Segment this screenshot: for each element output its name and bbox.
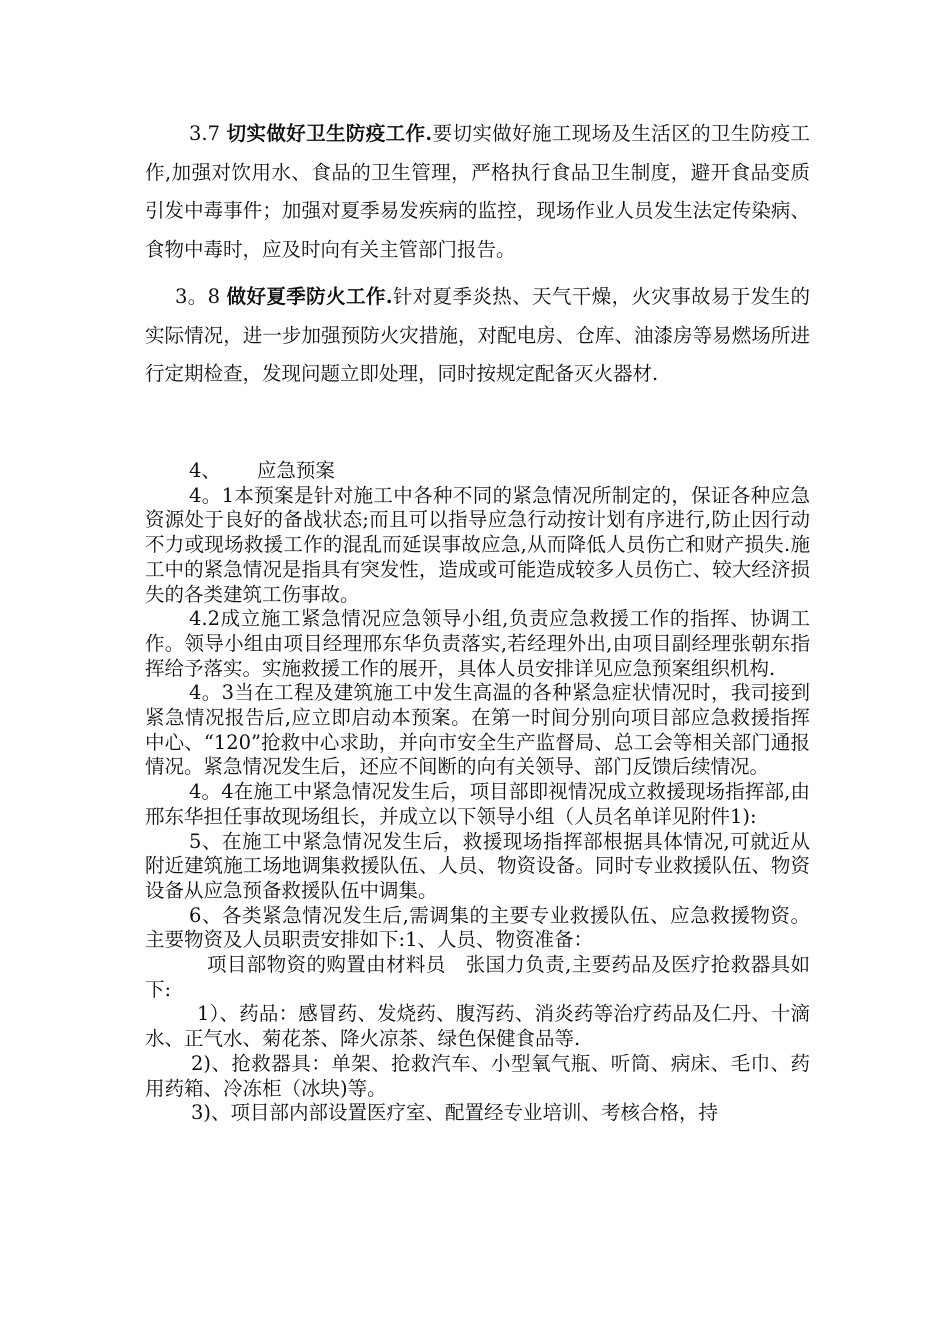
paragraph-3-7	[145, 115, 810, 269]
clause-body: 要切实做好施工现场及生活区的卫生防疫工作,加强对饮用水、食品的卫生管理，严格执行食品卫生制度，避开食品变质引发中毒事件；加强对夏季易发疾病的监控，现场作业人员发生法定传染病、食物中毒时，应及时向有关主管部门报告。	[145, 122, 810, 261]
list-item-rescue-equipment: 2)、抢救器具：单架、抢救汽车、小型氧气瓶、听筒、病床、毛巾、药用药箱、冷冻柜（冰块)等。	[145, 1051, 810, 1100]
paragraph-4-3: 4。3当在工程及建筑施工中发生高温的各种紧急症状情况时，我司接到紧急情况报告后,应立即启动本预案。在第一时间分别向项目部应急救援指挥中心、“120”抢救中心求助，并向市安全生产监督局、总工会等相关部门通报情况。紧急情况发生后，还应不间断的向有关领导、部门反馈后续情况。	[145, 681, 810, 779]
list-item-medical-room: 3)、项目部内部设置医疗室、配置经专业培训、考核合格，持	[191, 1101, 719, 1125]
paragraph-materials: 项目部物资的购置由材料员 张国力负责,主要药品及医疗抢救器具如下:	[145, 953, 810, 1001]
paragraph-gap	[145, 269, 810, 278]
paragraph-4-4: 4。4在施工中紧急情况发生后，项目部即视情况成立救援现场指挥部,由邢东华担任事故现场组长，并成立以下领导小组（人员名单详见附件1):	[145, 780, 810, 828]
clause-title: 做好夏季防火工作.	[226, 285, 393, 308]
list-item-medicine: 1）、药品：感冒药、发烧药、腹泻药、消炎药等治疗药品及仁丹、十滴水、正气水、菊花茶、降火凉茶、绿色保健食品等.	[145, 1002, 810, 1051]
section-emergency-plan	[145, 459, 810, 1126]
paragraph-5: 5、在施工中紧急情况发生后，救援现场指挥部根据具体情况,可就近从附近建筑施工场地调集救援队伍、人员、物资设备。同时专业救援队伍、物资设备从应急预备救援队伍中调集。	[145, 829, 810, 902]
paragraph-6: 6、各类紧急情况发生后,需调集的主要专业救援队伍、应急救援物资。主要物资及人员职责安排如下:1、人员、物资准备：	[145, 903, 810, 952]
section-heading-4	[145, 459, 810, 484]
paragraph-4-1: 4。1本预案是针对施工中各种不同的紧急情况所制定的，保证各种应急资源处于良好的备战状态;而且可以指导应急行动按计划有序进行,防止因行动不力或现场救援工作的混乱而延误事故应急,从而降低人员伤亡和财产损失.施工中的紧急情况是指具有突发性，造成或可能造成较多人员伤亡、较大经济损失的各类建筑工伤事故。	[145, 483, 810, 606]
clause-title: 切实做好卫生防疫工作.	[226, 122, 433, 145]
paragraph-3-8	[145, 278, 810, 394]
clause-number: 3.7	[189, 122, 227, 145]
clause-number: 3。8	[175, 285, 227, 308]
heading-number: 4、	[189, 459, 221, 482]
heading-title: 应急预案	[256, 459, 335, 482]
clause-body: 针对夏季炎热、天气干燥，火灾事故易于发生的实际情况，进一步加强预防火灾措施，对配电房、仓库、油漆房等易燃场所进行定期检查，发现问题立即处理，同时按规定配备灭火器材.	[145, 285, 810, 385]
paragraph-4-2: 4.2成立施工紧急情况应急领导小组,负责应急救援工作的指挥、协调工作。领导小组由项目经理邢东华负责落实,若经理外出,由项目副经理张朝东指挥给予落实。实施救援工作的展开，具体人员安排详见应急预案组织机构.	[145, 607, 810, 680]
section-summer-health-fire	[145, 115, 810, 394]
